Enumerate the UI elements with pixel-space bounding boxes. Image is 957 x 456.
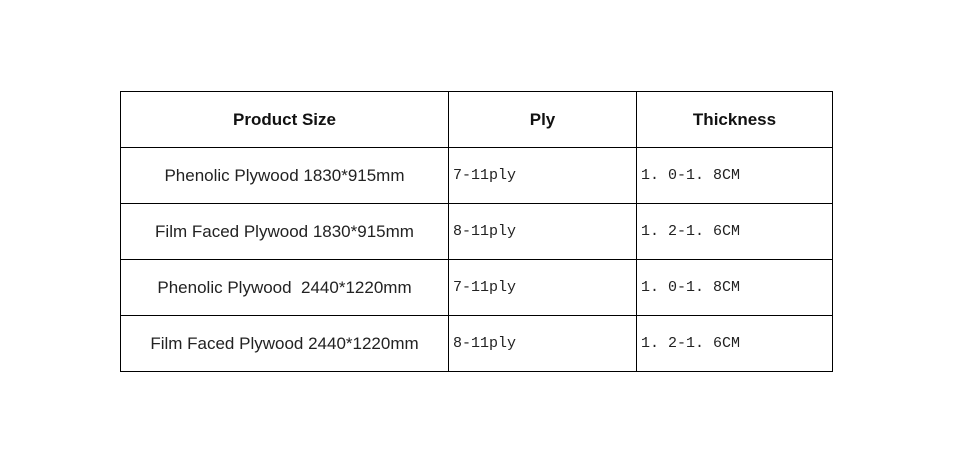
column-header-product-size: Product Size xyxy=(121,92,449,148)
product-spec-table xyxy=(120,91,833,372)
product-size-cell: Phenolic Plywood 2440*1220mm xyxy=(121,260,449,316)
product-size-cell: Phenolic Plywood 1830*915mm xyxy=(121,148,449,204)
thickness-cell: 1. 2-1. 6CM xyxy=(637,316,833,372)
thickness-cell: 1. 0-1. 8CM xyxy=(637,260,833,316)
table-header-row xyxy=(121,92,833,148)
table-row xyxy=(121,316,833,372)
table-row xyxy=(121,148,833,204)
product-size-cell: Film Faced Plywood 2440*1220mm xyxy=(121,316,449,372)
ply-cell: 7-11ply xyxy=(449,260,637,316)
product-size-cell: Film Faced Plywood 1830*915mm xyxy=(121,204,449,260)
table-row xyxy=(121,204,833,260)
column-header-ply: Ply xyxy=(449,92,637,148)
ply-cell: 7-11ply xyxy=(449,148,637,204)
column-header-thickness: Thickness xyxy=(637,92,833,148)
thickness-cell: 1. 0-1. 8CM xyxy=(637,148,833,204)
thickness-cell: 1. 2-1. 6CM xyxy=(637,204,833,260)
table-row xyxy=(121,260,833,316)
ply-cell: 8-11ply xyxy=(449,316,637,372)
ply-cell: 8-11ply xyxy=(449,204,637,260)
